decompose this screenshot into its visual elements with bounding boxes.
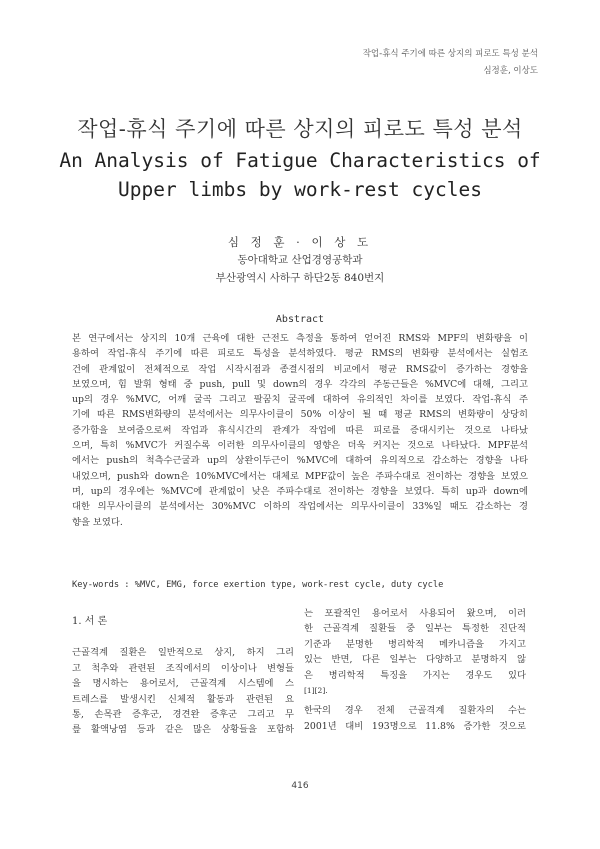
running-header-authors: 심정훈, 이상도 bbox=[483, 66, 538, 76]
keywords: Key-words : %MVC, EMG, force exertion type, work-rest cycle, duty cycle bbox=[72, 580, 444, 590]
abstract-line: 대한 의무사이클의 분석에서는 30%MVC 이하의 작업에서는 의무사이클이 33%일 때도 감소하는 경 bbox=[72, 501, 528, 513]
author-address: 부산광역시 사하구 하단2동 840번지 bbox=[215, 272, 385, 284]
body-line: 는 포괄적인 용어로서 사용되어 왔으며, 이러 bbox=[304, 608, 526, 619]
body-line: 기준과 분명한 병리학적 메카니즘을 가지고 bbox=[304, 638, 526, 650]
running-header-title: 작업-휴식 주기에 따른 상지의 피로도 특성 분석 bbox=[362, 49, 538, 59]
running-header bbox=[363, 46, 538, 80]
abstract-line: 내었으며, push와 down은 10%MVC에서는 대체로 MPF값이 높은 주파수대로 전이하는 경향을 보였으 bbox=[72, 470, 528, 482]
body-line: 있는 반면, 다른 일부는 다양하고 분명하지 않 bbox=[304, 654, 526, 666]
abstract-heading: Abstract bbox=[275, 314, 325, 325]
abstract-line: 향을 보였다. bbox=[72, 516, 123, 528]
abstract-line: up의 경우 %MVC, 어깨 굴곡 그리고 팔꿈치 굴곡에 대하여 유의적인 차이를 보였다. 작업-휴식 주 bbox=[72, 394, 528, 406]
abstract-line: 건에 관계없이 전체적으로 작업 시작시점과 종결시점의 비교에서 평균 RMS값이 증가하는 경향을 bbox=[72, 363, 528, 375]
page-number: 416 bbox=[291, 781, 309, 791]
title-english bbox=[0, 146, 600, 204]
body-line: 근골격계 질환은 일반적으로 상지, 하지 그리 bbox=[72, 647, 294, 659]
body-line: 트레스를 발생시킨 신체적 활동과 관련된 요 bbox=[72, 693, 294, 705]
title-english-line1: An Analysis of Fatigue Characteristics of bbox=[59, 149, 541, 172]
body-line: 통, 손목관 증후군, 경견완 증후군 그리고 무 bbox=[72, 709, 294, 721]
abstract-line: 보였으며, 힘 발휘 형태 중 push, pull 및 down의 경우 각각의 주동근들은 %MVC에 대해, 그리고 bbox=[72, 378, 528, 390]
section-heading: 1. 서 론 bbox=[72, 616, 108, 627]
body-line: 을 명시하는 용어로서, 근골격계 시스템에 스 bbox=[72, 678, 294, 690]
body-line: 한국의 경우 전체 근골격계 질환자의 수는 bbox=[304, 705, 526, 717]
body-line: 한 근골격계 질환들 중 일부는 특정한 진단적 bbox=[304, 623, 526, 635]
citation-line: [1][2]. bbox=[304, 686, 328, 696]
body-line: 은 병리학적 특징을 가지는 경우도 있다 bbox=[304, 669, 526, 681]
abstract-line: 용하여 작업-휴식 주기에 따른 피로도 특성을 분석하였다. 평균 RMS의 변화량 분석에서는 실험조 bbox=[72, 348, 528, 360]
body-line: 릎 활액낭염 등과 같은 많은 상황들을 포함하 bbox=[72, 724, 294, 736]
author-affiliation: 동아대학교 산업경영공학과 bbox=[237, 254, 363, 266]
body-column-right bbox=[304, 606, 526, 734]
abstract-line: 으며, 특히 %MVC가 커질수록 이러한 의무사이클의 영향은 더욱 커지는 것으로 나타났다. MPF분석 bbox=[72, 440, 528, 452]
abstract-line: 며, up의 경우에는 %MVC에 관계없이 낮은 주파수대로 전이하는 경향을 보였다. 특히 up과 down에 bbox=[72, 485, 528, 497]
author-names: 심 정 훈 · 이 상 도 bbox=[227, 235, 373, 249]
title-english-line2: Upper limbs by work-rest cycles bbox=[118, 178, 482, 201]
abstract-line: 에서는 push의 척측수근굴과 up의 상완이두근이 %MVC에 대하여 유의적으로 감소하는 경향을 나타 bbox=[72, 455, 528, 467]
title-korean: 작업-휴식 주기에 따른 상지의 피로도 특성 분석 bbox=[77, 117, 523, 141]
body-line: 2001년 대비 193명으로 11.8% 증가한 것으로 bbox=[304, 720, 526, 732]
body-column-left bbox=[72, 616, 294, 738]
abstract-line: 본 연구에서는 상지의 10개 근육에 대한 근전도 측정을 통하여 얻어진 RMS와 MPF의 변화량을 이 bbox=[72, 333, 528, 344]
abstract-body bbox=[72, 331, 528, 530]
body-line: 고 척추와 관련된 조직에서의 이상이나 변형들 bbox=[72, 662, 294, 674]
author-block bbox=[0, 233, 600, 287]
abstract-line: 기에 따른 RMS변화량의 분석에서는 의무사이클이 50% 이상이 될 때 평균 RMS의 변화량이 상당히 bbox=[72, 409, 528, 421]
abstract-line: 증가함을 보여줌으로써 작업과 휴식시간의 관계가 작업에 따른 피로를 증대시키는 것으로 나타났 bbox=[72, 424, 528, 436]
